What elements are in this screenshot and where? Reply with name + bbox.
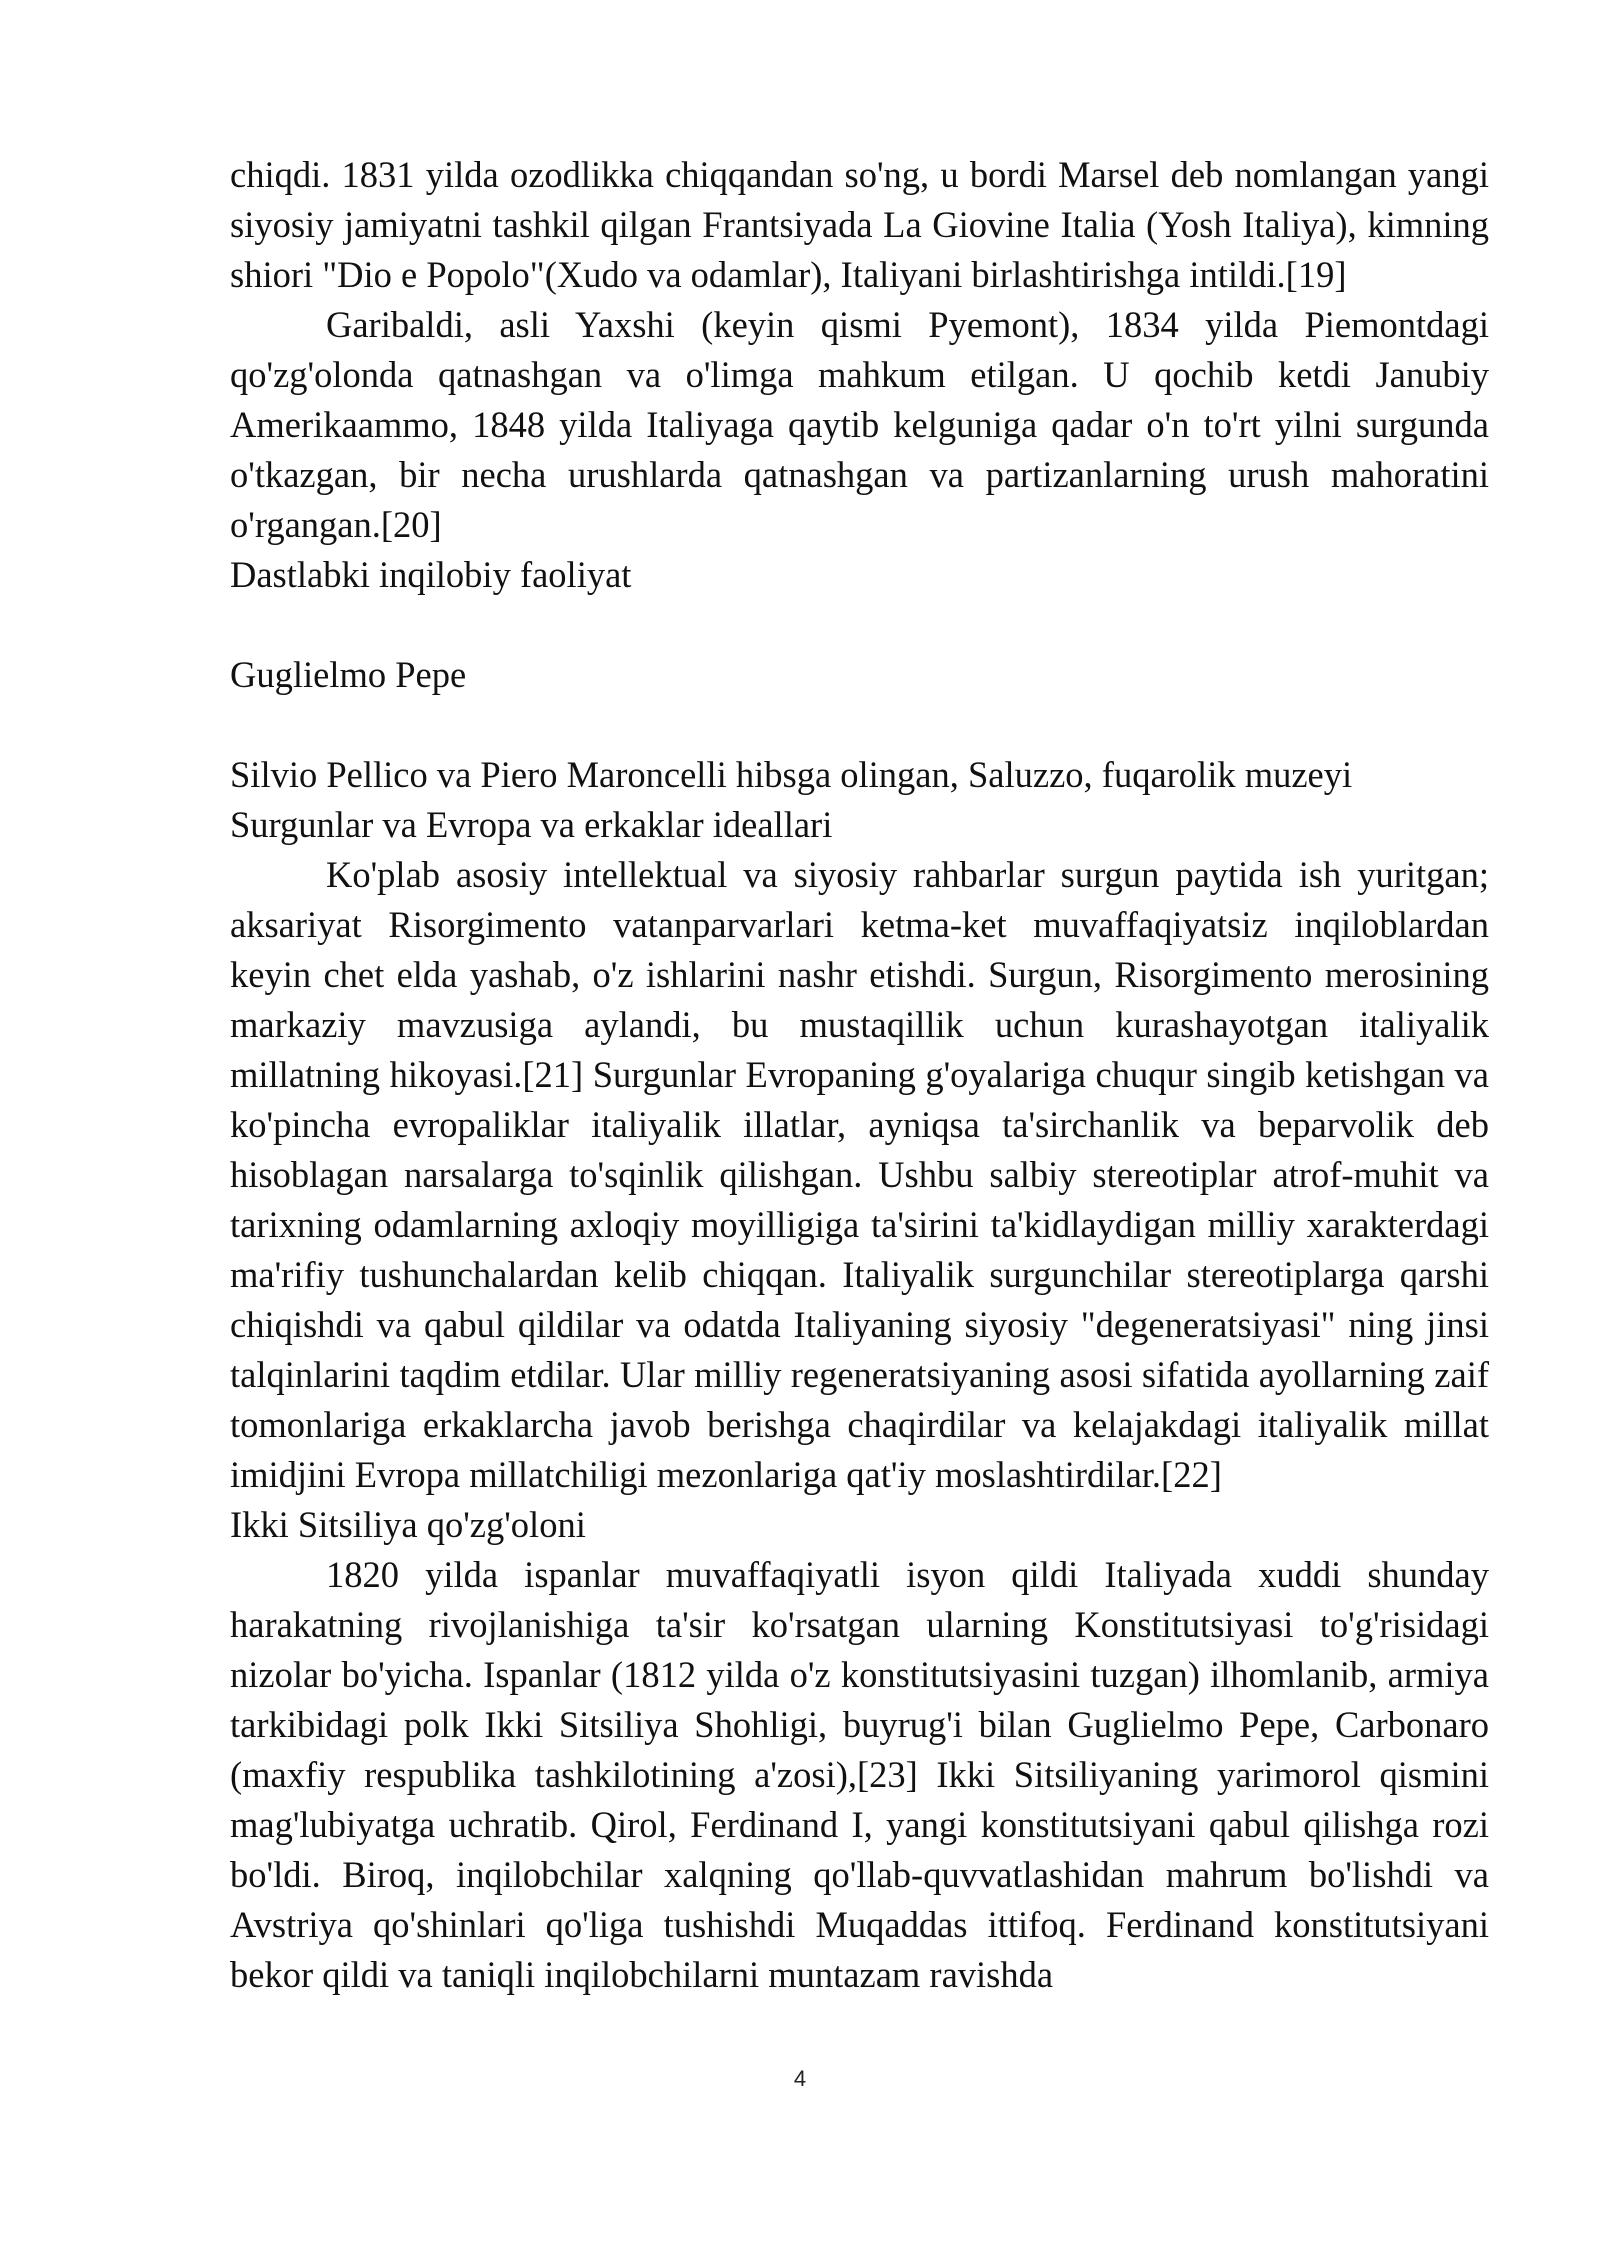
paragraph-garibaldi: Garibaldi, asli Yaxshi (keyin qismi Pyemont), 1834 yilda Piemontdagi qo'zg'olonda qatnashgan va o'limga mahkum etilgan. U qochib ketdi Janubiy Amerikaammo, 1848 yilda Italiyaga qaytib kelguniga qadar o'n to'rt yilni surgunda o'tkazgan, bir necha urushlarda qatnashgan va partizanlarning urush mahoratini o'rgangan.[20]	[230, 304, 1489, 545]
image-caption-pepe: Guglielmo Pepe	[230, 654, 467, 695]
section-heading-two-sicilies: Ikki Sitsiliya qo'zg'oloni	[230, 1504, 586, 1545]
section-heading-exiles: Surgunlar va Evropa va erkaklar ideallari	[230, 804, 833, 845]
paragraph-two-sicilies: 1820 yilda ispanlar muvaffaqiyatli isyon qildi Italiyada xuddi shunday harakatning rivojlanishiga ta'sir ko'rsatgan ularning Konstitutsiyasi to'g'risidagi nizolar bo'yicha. Ispanlar (1812 yilda o'z konstitutsiyasini tuzgan) ilhomlanib, armiya tarkibidagi polk Ikki Sitsiliya Shohligi, buyrug'i bilan Guglielmo Pepe, Carbonaro (maxfiy respublika tashkilotining a'zosi),[23] Ikki Sitsiliyaning yarimorol qismini mag'lubiyatga uchratib. Qirol, Ferdinand I, yangi konstitutsiyani qabul qilishga rozi bo'ldi. Biroq, inqilobchilar xalqning qo'llab-quvvatlashidan mahrum bo'lishdi va Avstriya qo'shinlari qo'liga tushishdi Muqaddas ittifoq. Ferdinand konstitutsiyani bekor qildi va taniqli inqilobchilarni muntazam ravishda	[230, 1554, 1489, 1995]
blank-line	[230, 700, 1489, 750]
paragraph-continuation: chiqdi. 1831 yilda ozodlikka chiqqandan so'ng, u bordi Marsel deb nomlangan yangi siyosiy jamiyatni tashkil qilgan Frantsiyada La Giovine Italia (Yosh Italiya), kimning shiori "Dio e Popolo"(Xudo va odamlar), Italiyani birlashtirishga intildi.[19]	[230, 154, 1489, 295]
body-text	[230, 150, 1489, 2000]
paragraph-exiles: Ko'plab asosiy intellektual va siyosiy rahbarlar surgun paytida ish yuritgan; aksariyat Risorgimento vatanparvarlari ketma-ket muvaffaqiyatsiz inqiloblardan keyin chet elda yashab, o'z ishlarini nashr etishdi. Surgun, Risorgimento merosining markaziy mavzusiga aylandi, bu mustaqillik uchun kurashayotgan italiyalik millatning hikoyasi.[21] Surgunlar Evropaning g'oyalariga chuqur singib ketishgan va ko'pincha evropaliklar italiyalik illatlar, ayniqsa ta'sirchanlik va beparvolik deb hisoblagan narsalarga to'sqinlik qilishgan. Ushbu salbiy stereotiplar atrof-muhit va tarixning odamlarning axloqiy moyilligiga ta'sirini ta'kidlaydigan milliy xarakterdagi ma'rifiy tushunchalardan kelib chiqqan. Italiyalik surgunchilar stereotiplarga qarshi chiqishdi va qabul qildilar va odatda Italiyaning siyosiy "degeneratsiyasi" ning jinsi talqinlarini taqdim etdilar. Ular milliy regeneratsiyaning asosi sifatida ayollarning zaif tomonlariga erkaklarcha javob berishga chaqirdilar va kelajakdagi italiyalik millat imidjini Evropa millatchiligi mezonlariga qat'iy moslashtirdilar.[22]	[230, 854, 1489, 1495]
page-number: 4	[793, 2066, 807, 2091]
image-caption-pellico: Silvio Pellico va Piero Maroncelli hibsga olingan, Saluzzo, fuqarolik muzeyi	[230, 754, 1353, 795]
blank-line	[230, 600, 1489, 650]
section-heading-early-activity: Dastlabki inqilobiy faoliyat	[230, 554, 632, 595]
